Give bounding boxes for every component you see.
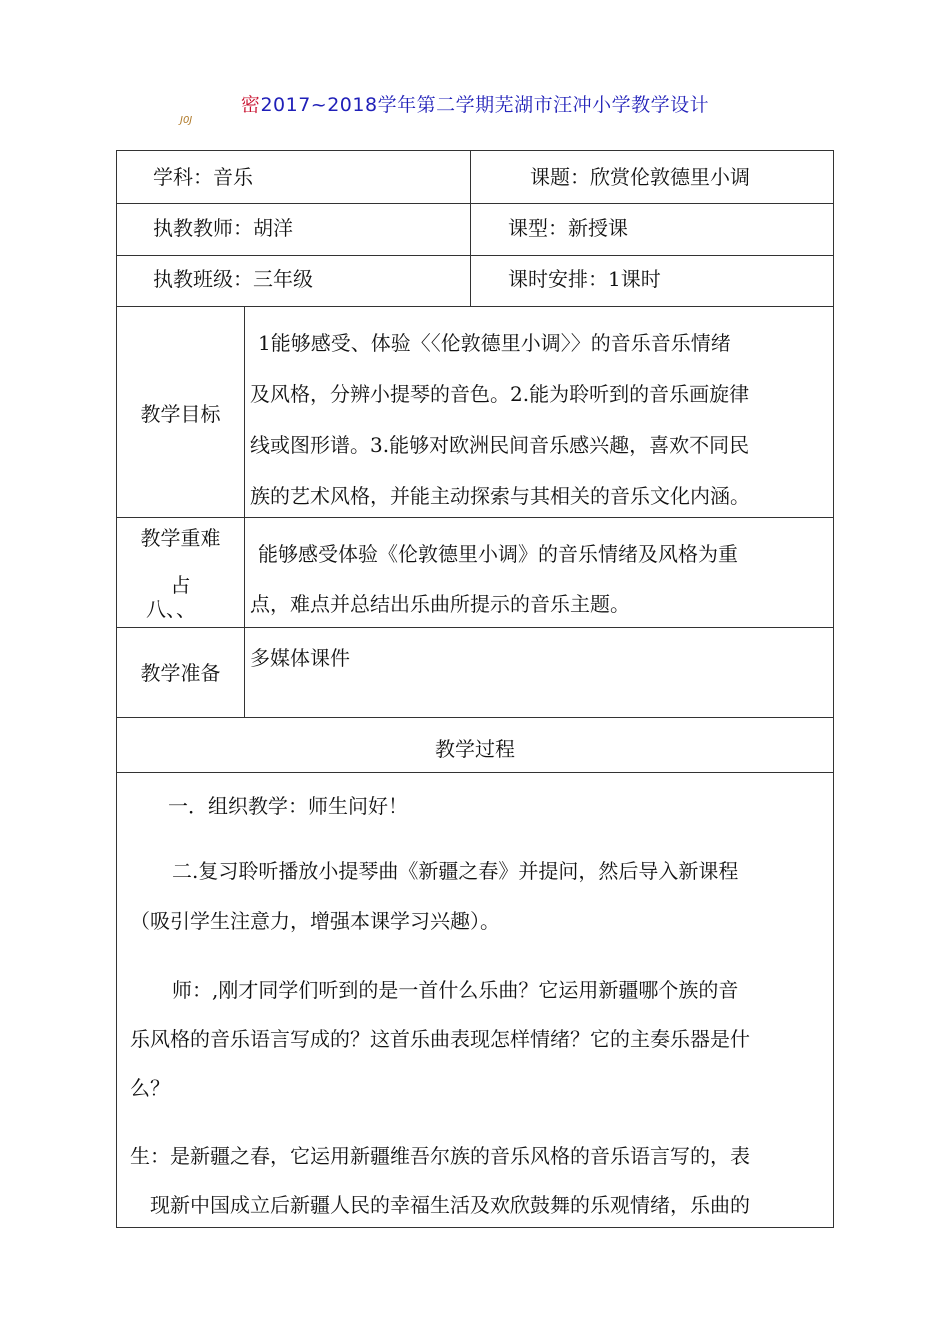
table-divider (470, 150, 471, 306)
title-text: 2017~2018学年第二学期芜湖市汪冲小学教学设计 (260, 94, 710, 116)
key-points-label-line: 八、、 (146, 597, 196, 621)
subject-cell: 学科：音乐 (153, 165, 253, 189)
objectives-label: 教学目标 (140, 402, 221, 426)
table-rule (116, 772, 834, 773)
secret-mark: 密 (240, 94, 261, 116)
objectives-line: 族的艺术风格，并能主动探索与其相关的音乐文化内涵。 (250, 484, 750, 508)
table-rule (116, 627, 834, 628)
class-cell: 执教班级：三年级 (153, 267, 313, 291)
student-answer-line: 生：是新疆之春，它运用新疆维吾尔族的音乐风格的音乐语言写的，表 (130, 1144, 750, 1168)
margin-mark: J0J (180, 115, 193, 126)
process-step-2-line: （吸引学生注意力，增强本课学习兴趣）。 (130, 909, 500, 933)
table-rule (116, 717, 834, 718)
objectives-line: 线或图形谱。3.能够对欧洲民间音乐感兴趣，喜欢不同民 (250, 433, 750, 457)
table-rule (116, 306, 834, 307)
table-rule (116, 255, 834, 256)
topic-cell: 课题：欣赏伦敦德里小调 (530, 165, 750, 189)
key-points-label-line: 占 (170, 573, 191, 597)
student-answer-line: 现新中国成立后新疆人民的幸福生活及欢欣鼓舞的乐观情绪，乐曲的 (150, 1193, 750, 1217)
teacher-question-line: 师：,刚才同学们听到的是一首什么乐曲？它运用新疆哪个族的音 (172, 978, 739, 1002)
objectives-line: 1能够感受、体验〈〈伦敦德里小调〉〉的音乐音乐情绪 (258, 331, 731, 355)
schedule-cell: 课时安排：1课时 (508, 267, 661, 291)
teacher-question-line: 乐风格的音乐语言写成的？这首乐曲表现怎样情绪？它的主奏乐器是什 (130, 1027, 750, 1051)
objectives-line: 及风格，分辨小提琴的音色。2.能为聆听到的音乐画旋律 (250, 382, 750, 406)
teacher-question-line: 么？ (130, 1076, 170, 1100)
table-rule (116, 203, 834, 204)
document-title (0, 90, 950, 117)
preparation-text: 多媒体课件 (250, 646, 350, 670)
process-step-2-line: 二.复习聆听播放小提琴曲《新疆之春》并提问，然后导入新课程 (172, 859, 739, 883)
table-rule (116, 517, 834, 518)
key-points-line: 点，难点并总结出乐曲所提示的音乐主题。 (250, 592, 630, 616)
lesson-table (116, 150, 834, 1228)
lesson-type-cell: 课型：新授课 (508, 216, 628, 240)
key-points-label-line: 教学重难 (140, 526, 221, 550)
key-points-line: 能够感受体验《伦敦德里小调》的音乐情绪及风格为重 (258, 542, 738, 566)
preparation-label: 教学准备 (140, 661, 221, 685)
process-step-1: 一．组织教学：师生问好！ (168, 794, 408, 818)
teacher-cell: 执教教师：胡洋 (153, 216, 293, 240)
process-title: 教学过程 (435, 737, 515, 761)
table-divider (244, 306, 245, 717)
